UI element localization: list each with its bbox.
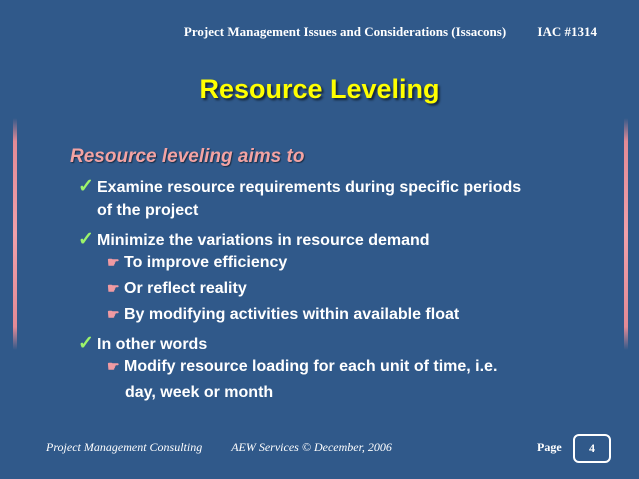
- sub-bullet-text: Or reflect reality: [124, 280, 247, 297]
- course-id: IAC #1314: [537, 24, 597, 39]
- sub-bullet-item: [107, 254, 287, 272]
- slide-title: Resource Leveling: [199, 74, 440, 104]
- bullet-item: [78, 332, 207, 355]
- sub-bullet-continuation: day, week or month: [125, 384, 274, 401]
- page-label: Page: [537, 440, 562, 454]
- pointing-hand-icon: ☛: [107, 358, 120, 374]
- page-number-box: [573, 434, 611, 463]
- pointing-hand-icon: ☛: [107, 280, 120, 296]
- bullet-item: [78, 175, 521, 198]
- sub-bullet-text: By modifying activities within available float: [124, 306, 460, 323]
- bullet-item: [78, 228, 430, 251]
- sub-bullet-item: [107, 358, 497, 376]
- footer: [46, 440, 392, 455]
- right-decorative-bar: [624, 118, 628, 350]
- footer-copyright: AEW Services © December, 2006: [231, 440, 392, 454]
- sub-bullet-text: Modify resource loading for each unit of time, i.e.: [124, 358, 498, 375]
- course-title: Project Management Issues and Considerations (Issacons): [183, 24, 507, 39]
- bullet-text: Minimize the variations in resource demand: [97, 232, 430, 249]
- bullet-continuation: of the project: [97, 202, 199, 219]
- bullet-text: Examine resource requirements during specific periods: [97, 179, 522, 196]
- bullet-text: In other words: [97, 336, 208, 353]
- check-icon: ✓: [78, 176, 94, 197]
- footer-company: Project Management Consulting: [46, 440, 203, 454]
- left-decorative-bar: [13, 118, 17, 350]
- page-number: 4: [589, 441, 595, 455]
- pointing-hand-icon: ☛: [107, 306, 120, 322]
- check-icon: ✓: [78, 333, 94, 354]
- slide-header: [184, 24, 597, 40]
- pointing-hand-icon: ☛: [107, 254, 120, 270]
- sub-bullet-item: [107, 280, 247, 298]
- sub-bullet-item: [107, 306, 459, 324]
- section-heading: Resource leveling aims to: [70, 146, 305, 167]
- check-icon: ✓: [78, 229, 94, 250]
- sub-bullet-text: To improve efficiency: [124, 254, 288, 271]
